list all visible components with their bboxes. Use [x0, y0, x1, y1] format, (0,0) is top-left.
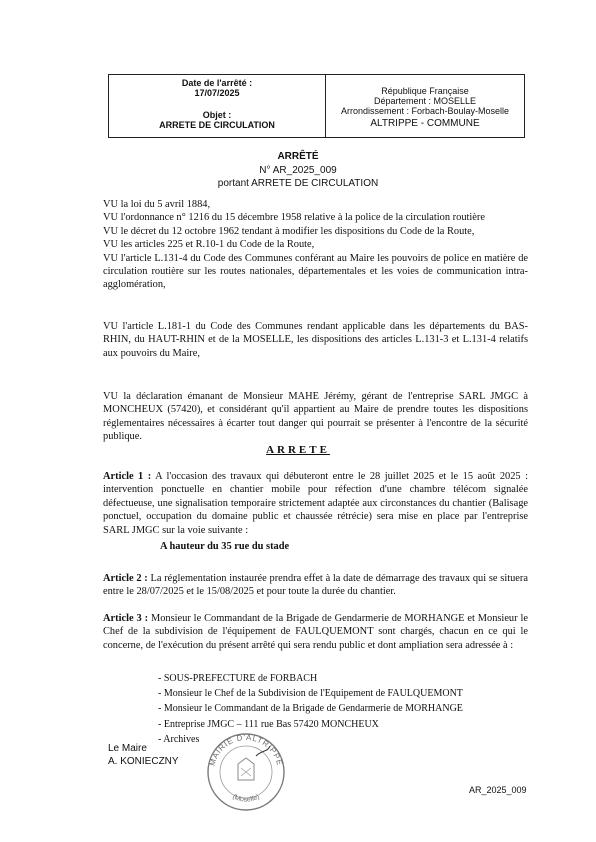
svg-text:MAIRIE D'ALTRIPPE: MAIRIE D'ALTRIPPE	[207, 732, 285, 767]
article-2-text: La réglementation instaurée prendra effet à la date de démarrage des travaux qui se situera entre le 28/07/2025 et le 15/08/2025 et pour toute la durée du chantier.	[103, 573, 528, 598]
vu-line: VU le décret du 12 octobre 1962 tendant à modifier les dispositions du Code de la Route,	[103, 225, 475, 237]
recipient-item: - Monsieur le Chef de la Subdivision de l'Equipement de FAULQUEMONT	[158, 688, 463, 700]
article-1-text: A l'occasion des travaux qui débuteront entre le 28 juillet 2025 et le 15 août 2025 : intervention ponctuelle en chantier mobile pour réfection d'une chambre télécom signalée défectueuse, une signalisation temporaire strictement adaptée aux circonstances du chantier (Balisage ponctuel, occupation du domaine public et chaussée rétrécie) sera mise en place par l'entreprise SARL JMGC sur la voie suivante :	[103, 471, 528, 536]
mairie-seal-stamp	[204, 728, 288, 812]
department: Département : MOSELLE	[373, 96, 477, 106]
article-1	[103, 470, 528, 537]
article-3-label: Article 3 :	[103, 613, 149, 624]
recipient-item: - SOUS-PREFECTURE de FORBACH	[158, 673, 318, 684]
article-2-label: Article 2 :	[103, 573, 148, 584]
vu-paragraph: VU l'article L.131-4 du Code des Communes conférant au Maire les pouvoirs de police en matière de circulation routière sur les routes nationales, départementales et les voies de communication intra-agglomération,	[103, 252, 528, 291]
doc-number: N° AR_2025_009	[259, 165, 337, 176]
article-1-label: Article 1 :	[103, 471, 152, 482]
vu-paragraph: VU la déclaration émanant de Monsieur MAHE Jérémy, gérant de l'entreprise SARL JMGC à MONCHEUX (57420), et considérant qu'il appartient au Maire de prendre toutes les dispositions réglementaires nécessaires à écarter tout danger qui pourrait se présenter à l'encontre de la sécurité publique.	[103, 391, 528, 443]
date-value: 17/07/2025	[194, 88, 240, 98]
date-label: Date de l'arrêté :	[181, 78, 253, 88]
doc-heading: ARRÊTÉ	[277, 151, 319, 162]
object-value: ARRETE DE CIRCULATION	[159, 120, 275, 130]
recipient-item: - Entreprise JMGC – 111 rue Bas 57420 MONCHEUX	[158, 718, 379, 730]
header-box	[108, 74, 525, 138]
recipient-item: - Monsieur le Commandant de la Brigade de Gendarmerie de MORHANGE	[158, 703, 463, 715]
signature-name: A. KONIECZNY	[108, 756, 179, 767]
article-3	[103, 612, 528, 652]
vu-line: VU la loi du 5 avril 1884,	[103, 199, 211, 210]
commune: ALTRIPPE - COMMUNE	[370, 118, 480, 129]
vu-line: VU les articles 225 et R.10-1 du Code de la Route,	[103, 239, 315, 251]
signature-role: Le Maire	[108, 743, 147, 754]
object-label: Objet :	[202, 110, 232, 120]
header-right	[326, 75, 524, 137]
article-1-address: A hauteur du 35 rue du stade	[160, 541, 290, 552]
article-2	[103, 572, 528, 599]
recipient-item: - Archives	[158, 733, 200, 745]
vu-block	[103, 198, 528, 292]
arrondissement: Arrondissement : Forbach-Boulay-Moselle	[340, 106, 510, 116]
vu-paragraph: VU l'article L.181-1 du Code des Communes rendant applicable dans les départements du BAS-RHIN, du HAUT-RHIN et de la MOSELLE, les dispositions des articles L.131-3 et L.131-4 relatifs aux pouvoirs du Maire,	[103, 321, 528, 359]
republic: République Française	[381, 86, 469, 96]
svg-text:(Moselle): (Moselle)	[231, 793, 261, 804]
signature-block	[108, 742, 179, 768]
article-3-text: Monsieur le Commandant de la Brigade de Gendarmerie de MORHANGE et Monsieur le Chef de la subdivision de l'équipement de FAULQUEMONT sont chargés, chacun en ce qui le concerne, de l'exécution du présent arrêté qui sera rendu public et dont ampliation sera adressée à :	[103, 613, 528, 651]
footer-reference: AR_2025_009	[469, 785, 527, 795]
vu-line: VU l'ordonnance n° 1216 du 15 décembre 1958 relative à la police de la circulation routière	[103, 212, 485, 224]
header-left	[109, 75, 326, 137]
arrete-heading: ARRETE	[266, 444, 330, 456]
doc-subject: portant ARRETE DE CIRCULATION	[217, 178, 379, 189]
